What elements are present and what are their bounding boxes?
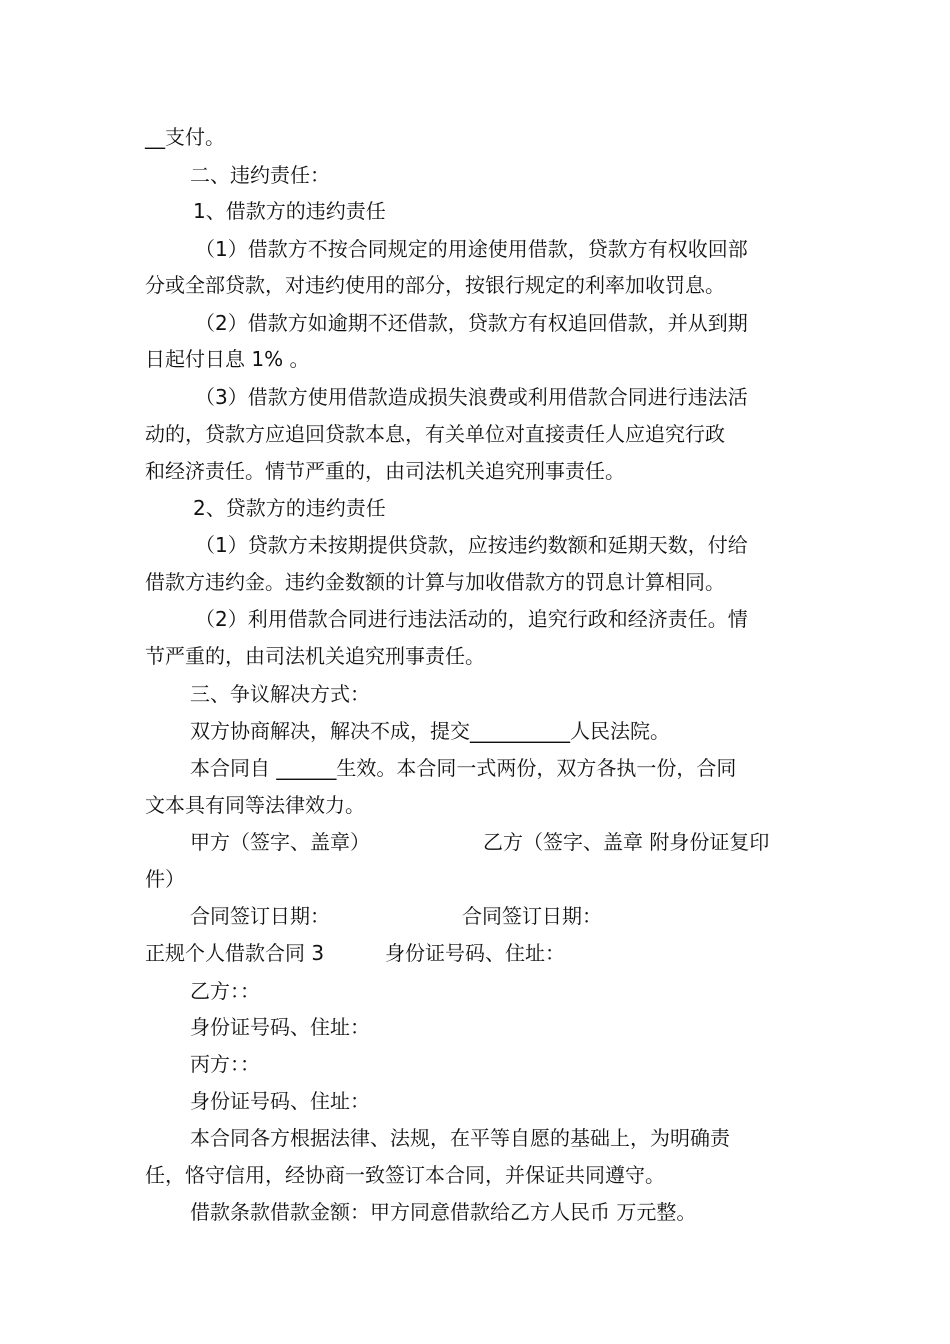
text-line: 借款条款借款金额：甲方同意借款给乙方人民币 万元整。: [190, 1200, 697, 1224]
id-address-label: 身份证号码、住址：: [190, 1089, 370, 1113]
text-line: 文本具有同等法律效力。: [145, 793, 365, 817]
party-a-signature-label: 甲方（签字、盖章）: [190, 830, 370, 854]
text-line: 借款方违约金。违约金数额的计算与加收借款方的罚息计算相同。: [145, 570, 725, 594]
text-line: （2）利用借款合同进行违法活动的，追究行政和经济责任。情: [195, 607, 748, 631]
text-line: 动的，贷款方应追回贷款本息，有关单位对直接责任人应追究行政: [145, 422, 725, 446]
party-c-label: 丙方：：: [190, 1052, 260, 1076]
text-line: （3）借款方使用借款造成损失浪费或利用借款合同进行违法活: [195, 385, 748, 409]
section-heading-dispute-resolution: 三、争议解决方式：: [190, 682, 370, 706]
section-heading-breach-liability: 二、违约责任：: [190, 163, 330, 187]
party-b-sign-date-label: 合同签订日期：: [462, 904, 602, 928]
text-line: （2）借款方如逾期不还借款，贷款方有权追回借款，并从到期: [195, 311, 748, 335]
document-title: 正规个人借款合同 3: [145, 941, 325, 965]
party-a-sign-date-label: 合同签订日期：: [190, 904, 330, 928]
text-line: 本合同自 ______生效。本合同一式两份，双方各执一份，合同: [190, 756, 737, 780]
text-line: （1）贷款方未按期提供贷款，应按违约数额和延期天数，付给: [195, 533, 748, 557]
text-line: 本合同各方根据法律、法规，在平等自愿的基础上，为明确责: [190, 1126, 730, 1150]
text-line: 日起付日息 1% 。: [145, 347, 310, 371]
text-line: 节严重的，由司法机关追究刑事责任。: [145, 644, 485, 668]
id-address-label: 身份证号码、住址：: [190, 1015, 370, 1039]
party-b-label: 乙方：：: [190, 979, 260, 1003]
text-line: 双方协商解决，解决不成，提交__________人民法院。: [190, 719, 670, 743]
text-line: 件）: [145, 867, 185, 891]
text-line: 任，恪守信用，经协商一致签订本合同，并保证共同遵守。: [145, 1163, 665, 1187]
id-address-label: 身份证号码、住址：: [385, 941, 565, 965]
subsection-heading-lender-liability: 2、贷款方的违约责任: [193, 496, 386, 520]
text-line: 和经济责任。情节严重的，由司法机关追究刑事责任。: [145, 459, 625, 483]
subsection-heading-borrower-liability: 1、借款方的违约责任: [193, 199, 386, 223]
text-line: __支付。: [145, 125, 225, 149]
party-b-signature-label: 乙方（签字、盖章 附身份证复印: [483, 830, 770, 854]
text-line: 分或全部贷款，对违约使用的部分，按银行规定的利率加收罚息。: [145, 273, 725, 297]
text-line: （1）借款方不按合同规定的用途使用借款，贷款方有权收回部: [195, 237, 748, 261]
